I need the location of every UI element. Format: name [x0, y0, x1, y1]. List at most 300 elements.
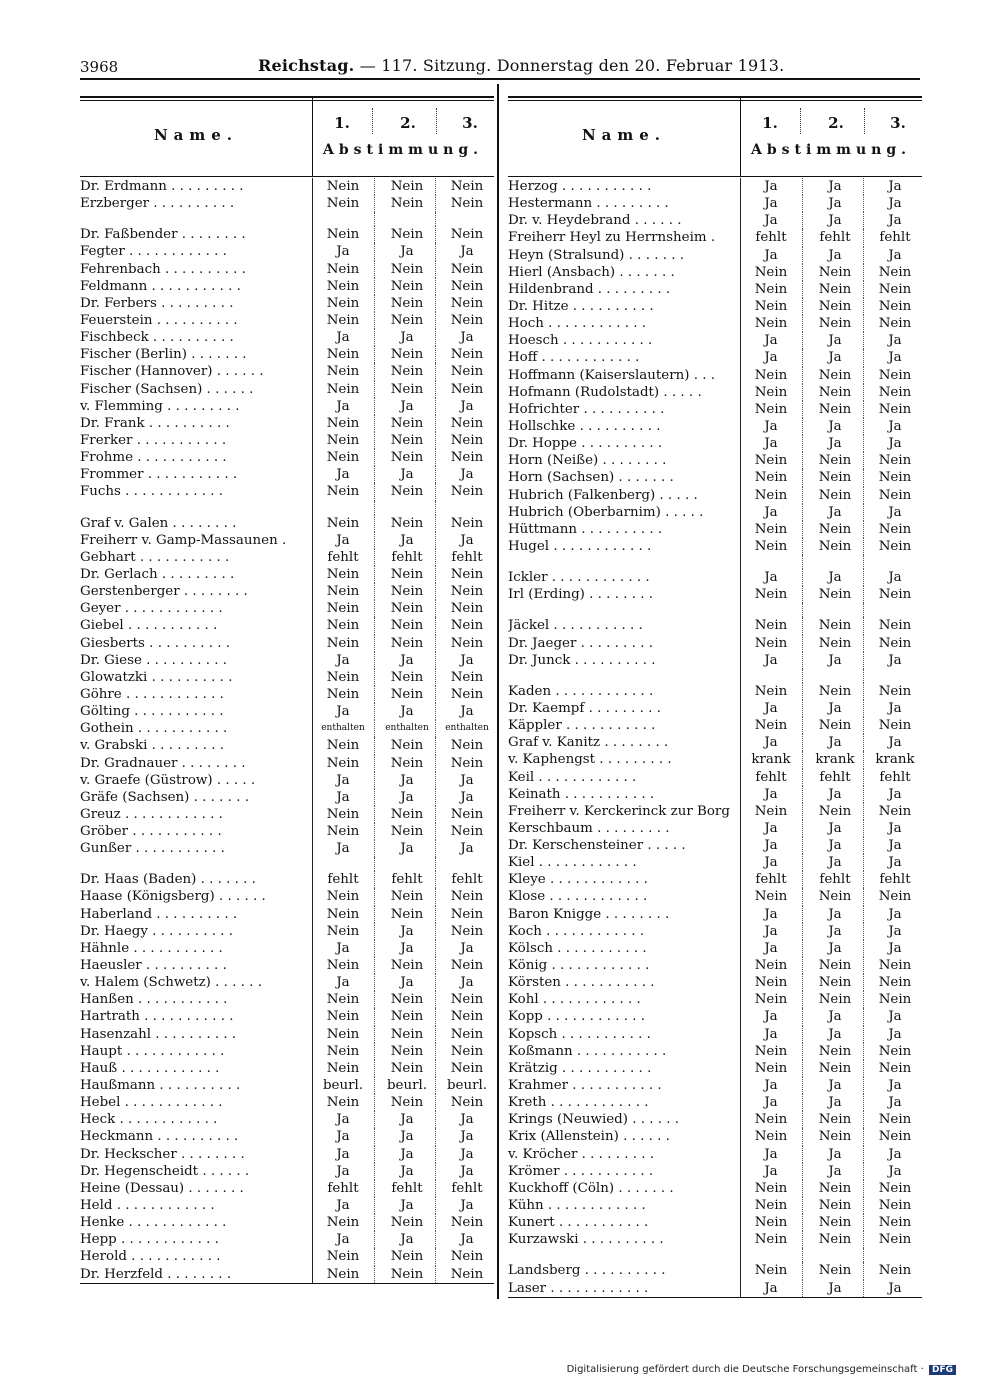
column-separator — [374, 295, 375, 312]
vote-2: Nein — [390, 906, 424, 922]
column-separator — [312, 212, 313, 226]
vote-2: Nein — [390, 618, 424, 634]
table-row — [508, 569, 922, 586]
vote-2: Ja — [828, 1026, 842, 1042]
vote-2: Ja — [400, 704, 414, 720]
vote-2: Nein — [390, 669, 424, 685]
vote-2: Ja — [828, 1280, 842, 1296]
vote-3: Nein — [450, 381, 484, 397]
vote-3: Nein — [878, 1215, 912, 1231]
member-name: Hubrich (Oberbarnim) . . . . . — [508, 504, 704, 520]
vote-2: fehlt — [819, 230, 851, 246]
vote-2: Nein — [818, 635, 852, 651]
column-separator — [374, 226, 375, 243]
abstimmung-label: Abstimmung. — [751, 142, 911, 158]
column-separator — [374, 1077, 375, 1094]
vote-2: Ja — [828, 1163, 842, 1179]
member-name: Dr. Erdmann . . . . . . . . . — [80, 179, 244, 194]
vote-1: Ja — [336, 652, 350, 668]
table-row — [80, 178, 494, 195]
vote-3: Ja — [460, 1198, 474, 1214]
vote-1: Ja — [764, 1009, 778, 1025]
vote-3: Nein — [450, 686, 484, 702]
vote-1: Nein — [754, 1043, 788, 1059]
member-name: Dr. Faßbender . . . . . . . . — [80, 227, 246, 243]
member-name: v. Grabski . . . . . . . . . — [80, 738, 225, 754]
column-separator — [374, 381, 375, 398]
member-name: Hofmann (Rudolstadt) . . . . . — [508, 384, 702, 400]
vote-3: Ja — [888, 700, 902, 716]
vote-1: Nein — [326, 686, 360, 702]
member-name: Gröber . . . . . . . . . . . — [80, 824, 222, 840]
member-name: Göhre . . . . . . . . . . . . — [80, 686, 224, 702]
vote-3: Nein — [450, 584, 484, 600]
vote-3: Nein — [450, 669, 484, 685]
table-row — [508, 786, 922, 803]
member-name: Hofrichter . . . . . . . . . . — [508, 401, 665, 417]
vote-3: Nein — [450, 179, 484, 194]
vote-2: Nein — [390, 1266, 424, 1282]
table-row — [508, 178, 922, 195]
column-separator — [802, 178, 803, 195]
vote-3: fehlt — [451, 1180, 483, 1196]
vote-3: Nein — [450, 755, 484, 771]
member-name: v. Kröcher . . . . . . . . . — [508, 1146, 655, 1162]
table-row — [80, 312, 494, 329]
vote-2: Ja — [828, 652, 842, 668]
table-row — [508, 487, 922, 504]
vote-3: Nein — [878, 992, 912, 1008]
column-separator — [802, 367, 803, 384]
member-name: Hoch . . . . . . . . . . . . — [508, 316, 647, 332]
abstimmung-label: Abstimmung. — [323, 142, 483, 158]
column-separator — [802, 247, 803, 264]
table-row — [508, 264, 922, 281]
member-name: Hanßen . . . . . . . . . . . — [80, 992, 228, 1008]
column-separator — [374, 906, 375, 923]
vote-3: Nein — [450, 1095, 484, 1111]
column-separator — [374, 1008, 375, 1025]
vote-3: krank — [875, 752, 915, 768]
member-name: Freiherr Heyl zu Herrnsheim . — [508, 230, 716, 246]
vote-number-2: 2. — [828, 114, 844, 132]
column-separator — [374, 940, 375, 957]
table-row — [508, 957, 922, 974]
vote-3: Nein — [450, 364, 484, 380]
member-name: Hoffmann (Kaiserslautern) . . . — [508, 367, 715, 383]
vote-1: Ja — [764, 247, 778, 263]
member-name: Kühn . . . . . . . . . . . . — [508, 1198, 646, 1214]
vote-1: Nein — [754, 683, 788, 699]
table-row — [508, 991, 922, 1008]
vote-1: Nein — [326, 432, 360, 448]
member-name: Gräfe (Sachsen) . . . . . . . — [80, 789, 249, 805]
vote-3: Nein — [450, 738, 484, 754]
vote-1: Nein — [326, 261, 360, 277]
table-row — [508, 1280, 922, 1297]
member-name: Erzberger . . . . . . . . . . — [80, 196, 235, 212]
head-dotted-separator — [436, 108, 437, 134]
member-name: Dr. Gerlach . . . . . . . . . — [80, 566, 235, 582]
member-name: Irl (Erding) . . . . . . . . — [508, 587, 654, 603]
table-row — [508, 1043, 922, 1060]
vote-3: Ja — [888, 1280, 902, 1296]
vote-3: Ja — [460, 1163, 474, 1179]
member-name: Hoesch . . . . . . . . . . . — [508, 333, 653, 349]
vote-1: Ja — [336, 244, 350, 260]
vote-2: Ja — [400, 1198, 414, 1214]
table-row — [508, 1026, 922, 1043]
table-row — [80, 583, 494, 600]
column-separator — [802, 1094, 803, 1111]
vote-1: Nein — [326, 584, 360, 600]
column-separator — [802, 1008, 803, 1025]
column-separator — [802, 229, 803, 246]
table-row — [508, 367, 922, 384]
vote-3: Nein — [450, 635, 484, 651]
vote-2: Ja — [828, 1095, 842, 1111]
vote-3: Nein — [450, 1009, 484, 1025]
table-row — [80, 466, 494, 483]
vote-1: Ja — [764, 940, 778, 956]
member-name: Fehrenbach . . . . . . . . . . — [80, 261, 246, 277]
column-separator — [374, 243, 375, 260]
vote-1: Nein — [754, 1129, 788, 1145]
vote-2: Ja — [828, 333, 842, 349]
member-name: Laser . . . . . . . . . . . . — [508, 1280, 649, 1296]
table-row — [508, 940, 922, 957]
vote-2: Ja — [828, 700, 842, 716]
table-row — [508, 1094, 922, 1111]
table-row — [80, 923, 494, 940]
column-separator — [802, 837, 803, 854]
vote-3: Nein — [878, 1263, 912, 1279]
member-name: Dr. Giese . . . . . . . . . . — [80, 652, 228, 668]
vote-3: Ja — [888, 855, 902, 871]
page-header — [0, 0, 1000, 80]
column-separator — [374, 415, 375, 432]
column-separator — [863, 555, 864, 569]
vote-3: Ja — [888, 1163, 902, 1179]
vote-1: Ja — [336, 704, 350, 720]
vote-1: Nein — [326, 278, 360, 294]
table-row — [80, 1077, 494, 1094]
vote-1: Nein — [754, 1232, 788, 1248]
table-row — [508, 871, 922, 888]
table-row — [508, 854, 922, 871]
vote-1: Nein — [326, 755, 360, 771]
table-row — [508, 1231, 922, 1248]
column-separator — [374, 772, 375, 789]
column-separator — [374, 449, 375, 466]
column-separator — [374, 600, 375, 617]
member-name: Jäckel . . . . . . . . . . . — [508, 618, 643, 634]
vote-2: Nein — [818, 1112, 852, 1128]
member-name: Dr. Heckscher . . . . . . . . — [80, 1146, 245, 1162]
vote-3: fehlt — [451, 872, 483, 888]
vote-3: Nein — [878, 1232, 912, 1248]
vote-2: Nein — [390, 278, 424, 294]
table-row — [80, 906, 494, 923]
vote-2: Nein — [818, 384, 852, 400]
vote-3: Nein — [878, 975, 912, 991]
member-name: Hubrich (Falkenberg) . . . . . — [508, 487, 698, 503]
member-name: Dr. Ferbers . . . . . . . . . — [80, 295, 234, 311]
vote-3: Nein — [450, 312, 484, 328]
table-row — [508, 837, 922, 854]
vote-2: Nein — [818, 1263, 852, 1279]
table-row — [80, 957, 494, 974]
table-row — [80, 1146, 494, 1163]
member-name: Giebel . . . . . . . . . . . — [80, 618, 218, 634]
vote-3: Ja — [888, 1009, 902, 1025]
vote-2: Ja — [400, 975, 414, 991]
member-name: Körsten . . . . . . . . . . . — [508, 975, 655, 991]
column-separator — [374, 1248, 375, 1265]
vote-1: Nein — [326, 295, 360, 311]
member-name: Kreth . . . . . . . . . . . . — [508, 1095, 649, 1111]
column-separator — [374, 398, 375, 415]
table-row — [508, 452, 922, 469]
member-name: Hartrath . . . . . . . . . . . — [80, 1009, 234, 1025]
member-name: Horn (Neiße) . . . . . . . . — [508, 453, 667, 469]
vote-3: Nein — [878, 1112, 912, 1128]
member-name: Keinath . . . . . . . . . . . — [508, 786, 655, 802]
column-separator — [374, 466, 375, 483]
column-separator — [374, 806, 375, 823]
vote-3: Nein — [878, 718, 912, 734]
vote-1: Ja — [764, 1280, 778, 1296]
vote-1: Nein — [326, 738, 360, 754]
vote-3: fehlt — [879, 872, 911, 888]
column-separator — [802, 349, 803, 366]
table-row — [508, 652, 922, 669]
vote-2: fehlt — [819, 872, 851, 888]
vote-1: Ja — [336, 975, 350, 991]
vote-1: Ja — [764, 1095, 778, 1111]
vote-2: Ja — [828, 213, 842, 229]
vote-3: Nein — [878, 264, 912, 280]
table-row — [80, 1231, 494, 1248]
vote-2: Ja — [400, 1163, 414, 1179]
column-separator — [374, 720, 375, 737]
column-separator — [802, 1197, 803, 1214]
vote-3: Ja — [888, 179, 902, 194]
vote-3: Nein — [878, 1129, 912, 1145]
column-separator — [374, 195, 375, 212]
vote-1: fehlt — [755, 769, 787, 785]
table-row — [508, 1262, 922, 1279]
vote-3: Ja — [460, 330, 474, 346]
vote-1: Nein — [754, 1198, 788, 1214]
vote-1: Ja — [336, 1198, 350, 1214]
row-gap — [80, 501, 494, 515]
column-separator — [802, 281, 803, 298]
member-name: Hoff . . . . . . . . . . . . — [508, 350, 640, 366]
vote-1: Nein — [754, 298, 788, 314]
vote-2: Ja — [828, 786, 842, 802]
vote-1: Ja — [764, 418, 778, 434]
table-row — [80, 1043, 494, 1060]
table-row — [80, 1128, 494, 1145]
vote-1: Nein — [326, 1249, 360, 1265]
column-separator — [374, 703, 375, 720]
table-row — [508, 820, 922, 837]
vote-3: Ja — [888, 940, 902, 956]
member-name: Heck . . . . . . . . . . . . — [80, 1112, 218, 1128]
vote-2: Ja — [828, 436, 842, 452]
table-row — [80, 888, 494, 905]
left-table-head — [80, 86, 494, 178]
member-name: v. Flemming . . . . . . . . . — [80, 398, 240, 414]
vote-1: Ja — [764, 213, 778, 229]
vote-1: Ja — [764, 1078, 778, 1094]
column-separator — [374, 991, 375, 1008]
vote-2: Nein — [390, 415, 424, 431]
column-separator — [802, 669, 803, 683]
head-dotted-separator — [864, 108, 865, 134]
column-separator — [802, 769, 803, 786]
row-gap — [80, 212, 494, 226]
member-name: Krix (Allenstein) . . . . . . — [508, 1129, 670, 1145]
member-name: Giesberts . . . . . . . . . . — [80, 635, 231, 651]
column-separator — [802, 957, 803, 974]
table-row — [80, 772, 494, 789]
column-separator — [802, 1163, 803, 1180]
vote-2: Nein — [390, 1009, 424, 1025]
vote-1: Nein — [326, 312, 360, 328]
column-separator — [740, 555, 741, 569]
table-row — [508, 1077, 922, 1094]
column-separator — [802, 871, 803, 888]
vote-2: Nein — [390, 584, 424, 600]
member-name: Freiherr v. Kerckerinck zur Borg — [508, 803, 730, 819]
column-separator — [374, 261, 375, 278]
table-row — [80, 1026, 494, 1043]
table-row — [80, 789, 494, 806]
column-separator — [374, 840, 375, 857]
table-row — [80, 703, 494, 720]
vote-3: Nein — [878, 521, 912, 537]
vote-3: Ja — [460, 772, 474, 788]
vote-3: Nein — [450, 958, 484, 974]
column-separator — [374, 1180, 375, 1197]
member-name: Haberland . . . . . . . . . . — [80, 906, 238, 922]
column-separator — [802, 521, 803, 538]
table-row — [508, 349, 922, 366]
column-separator — [374, 329, 375, 346]
vote-2: Nein — [818, 264, 852, 280]
vote-2: Nein — [390, 381, 424, 397]
table-row — [508, 683, 922, 700]
column-separator — [802, 717, 803, 734]
column-separator — [374, 923, 375, 940]
member-name: Hugel . . . . . . . . . . . . — [508, 538, 652, 554]
vote-2: Nein — [818, 298, 852, 314]
vote-1: fehlt — [327, 872, 359, 888]
table-row — [508, 700, 922, 717]
vote-1: Ja — [764, 820, 778, 836]
row-gap — [508, 603, 922, 617]
vote-2: Ja — [400, 330, 414, 346]
vote-2: Nein — [390, 738, 424, 754]
vote-1: Nein — [754, 587, 788, 603]
column-separator — [374, 501, 375, 515]
vote-3: Nein — [450, 601, 484, 617]
vote-2: Nein — [818, 487, 852, 503]
table-row — [80, 1248, 494, 1265]
member-name: Gunßer . . . . . . . . . . . — [80, 841, 225, 857]
member-name: Held . . . . . . . . . . . . — [80, 1198, 215, 1214]
vote-3: Nein — [878, 470, 912, 486]
table-row — [80, 515, 494, 532]
column-separator — [802, 617, 803, 634]
member-name: Dr. Hoppe . . . . . . . . . . — [508, 436, 663, 452]
vote-1: Ja — [764, 436, 778, 452]
table-row — [508, 538, 922, 555]
vote-3: Ja — [460, 940, 474, 956]
column-separator — [802, 569, 803, 586]
vote-2: Nein — [390, 755, 424, 771]
member-name: Haupt . . . . . . . . . . . . — [80, 1043, 225, 1059]
table-row — [508, 247, 922, 264]
vote-2: Nein — [818, 889, 852, 905]
table-row — [80, 686, 494, 703]
member-name: Fischer (Hannover) . . . . . . — [80, 364, 264, 380]
vote-3: Ja — [460, 1146, 474, 1162]
head-dotted-separator — [372, 108, 373, 134]
vote-1: Ja — [336, 1112, 350, 1128]
table-row — [508, 1060, 922, 1077]
vote-2: Ja — [828, 196, 842, 212]
table-row — [80, 1060, 494, 1077]
column-separator — [802, 487, 803, 504]
vote-1: Ja — [336, 940, 350, 956]
vote-2: Ja — [828, 504, 842, 520]
head-rule — [80, 176, 494, 177]
table-row — [508, 769, 922, 786]
column-separator — [374, 312, 375, 329]
vote-2: Nein — [818, 1232, 852, 1248]
member-name: Dr. Jaeger . . . . . . . . . — [508, 635, 653, 651]
vote-2: fehlt — [391, 549, 423, 565]
column-separator — [374, 1060, 375, 1077]
vote-3: fehlt — [879, 769, 911, 785]
page-number: 3968 — [80, 58, 119, 76]
table-bottom-rule — [80, 1283, 494, 1284]
vote-1: Ja — [764, 179, 778, 194]
column-separator — [802, 1231, 803, 1248]
vote-3: Nein — [450, 889, 484, 905]
vote-2: Nein — [818, 281, 852, 297]
table-row — [80, 600, 494, 617]
table-row — [80, 755, 494, 772]
vote-2: Nein — [390, 484, 424, 500]
column-separator — [435, 212, 436, 226]
vote-3: Ja — [888, 436, 902, 452]
member-name: Kiel . . . . . . . . . . . . — [508, 855, 637, 871]
table-row — [80, 806, 494, 823]
vote-3: Nein — [450, 923, 484, 939]
vote-1: Nein — [754, 1263, 788, 1279]
member-name: Kopp . . . . . . . . . . . . — [508, 1009, 646, 1025]
vote-1: Nein — [326, 824, 360, 840]
vote-1: fehlt — [755, 230, 787, 246]
credit-text: Digitalisierung gefördert durch die Deutsche Forschungsgemeinschaft · — [566, 1364, 924, 1375]
member-name: Kohl . . . . . . . . . . . . — [508, 992, 641, 1008]
vote-1: Ja — [336, 1232, 350, 1248]
member-name: Krätzig . . . . . . . . . . . — [508, 1060, 652, 1076]
